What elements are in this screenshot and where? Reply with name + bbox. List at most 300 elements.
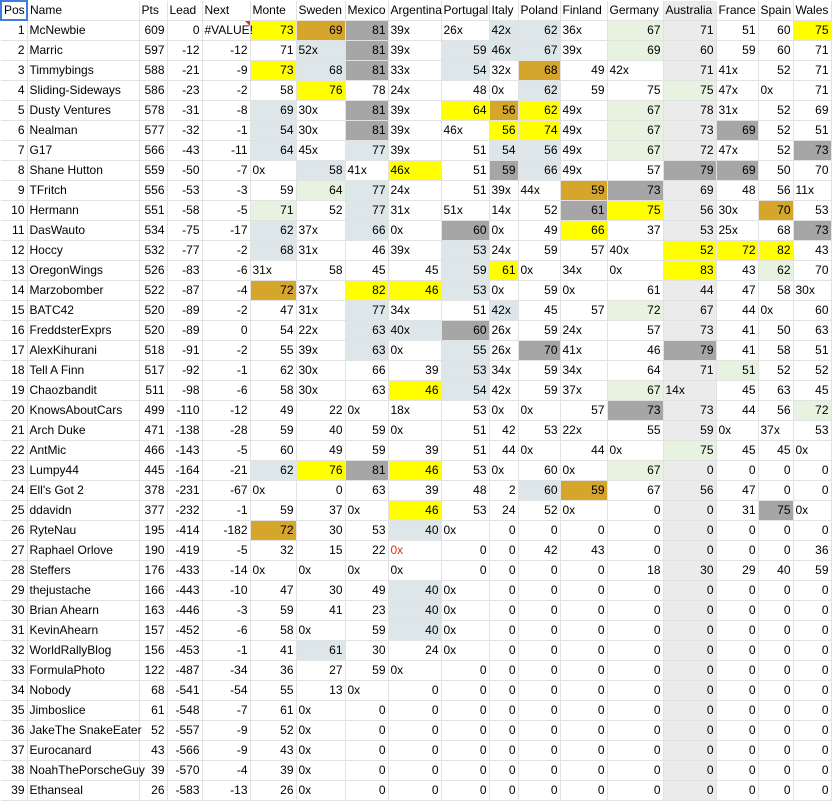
wales-cell[interactable]: 0 [793, 520, 831, 540]
header-italy[interactable]: Italy [489, 1, 518, 20]
france-cell[interactable]: 0 [716, 580, 758, 600]
poland-cell[interactable]: 0 [518, 600, 560, 620]
name-cell[interactable]: DasWauto [27, 220, 139, 240]
poland-cell[interactable]: 59 [518, 360, 560, 380]
portugal-cell[interactable]: 0 [441, 760, 489, 780]
finland-cell[interactable]: 0 [560, 700, 607, 720]
pos-cell[interactable]: 32 [1, 640, 27, 660]
australia-cell[interactable]: 73 [663, 400, 716, 420]
germany-cell[interactable]: 73 [607, 180, 663, 200]
finland-cell[interactable]: 0 [560, 560, 607, 580]
name-cell[interactable]: TFritch [27, 180, 139, 200]
sweden-cell[interactable]: 0x [296, 760, 345, 780]
italy-cell[interactable]: 0 [489, 540, 518, 560]
monte-cell[interactable]: 58 [250, 620, 296, 640]
poland-cell[interactable]: 0 [518, 560, 560, 580]
italy-cell[interactable]: 26x [489, 340, 518, 360]
portugal-cell[interactable]: 59 [441, 260, 489, 280]
lead-cell[interactable]: -31 [167, 100, 202, 120]
lead-cell[interactable]: -487 [167, 660, 202, 680]
poland-cell[interactable]: 52 [518, 200, 560, 220]
spain-cell[interactable]: 56 [758, 400, 793, 420]
pts-cell[interactable]: 517 [139, 360, 167, 380]
argentina-cell[interactable]: 0x [388, 540, 441, 560]
monte-cell[interactable]: 55 [250, 340, 296, 360]
italy-cell[interactable]: 0 [489, 660, 518, 680]
spain-cell[interactable]: 37x [758, 420, 793, 440]
germany-cell[interactable]: 57 [607, 160, 663, 180]
name-cell[interactable]: Arch Duke [27, 420, 139, 440]
finland-cell[interactable]: 49 [560, 60, 607, 80]
pos-cell[interactable]: 9 [1, 180, 27, 200]
poland-cell[interactable]: 42 [518, 540, 560, 560]
australia-cell[interactable]: 71 [663, 60, 716, 80]
wales-cell[interactable]: 0 [793, 660, 831, 680]
spain-cell[interactable]: 68 [758, 220, 793, 240]
portugal-cell[interactable]: 46x [441, 120, 489, 140]
portugal-cell[interactable]: 0x [441, 520, 489, 540]
france-cell[interactable]: 0 [716, 520, 758, 540]
france-cell[interactable]: 0 [716, 460, 758, 480]
header-wales[interactable]: Wales [793, 1, 831, 20]
next-cell[interactable]: -9 [202, 740, 250, 760]
next-cell[interactable]: -9 [202, 60, 250, 80]
spain-cell[interactable]: 45 [758, 440, 793, 460]
portugal-cell[interactable]: 53 [441, 460, 489, 480]
wales-cell[interactable]: 0 [793, 780, 831, 800]
lead-cell[interactable]: -77 [167, 240, 202, 260]
germany-cell[interactable]: 67 [607, 460, 663, 480]
monte-cell[interactable]: 72 [250, 280, 296, 300]
next-cell[interactable]: -12 [202, 40, 250, 60]
pts-cell[interactable]: 499 [139, 400, 167, 420]
finland-cell[interactable]: 0 [560, 640, 607, 660]
germany-cell[interactable]: 57 [607, 320, 663, 340]
italy-cell[interactable]: 0 [489, 720, 518, 740]
next-cell[interactable]: -3 [202, 600, 250, 620]
finland-cell[interactable]: 0 [560, 780, 607, 800]
france-cell[interactable]: 0 [716, 760, 758, 780]
lead-cell[interactable]: -231 [167, 480, 202, 500]
poland-cell[interactable]: 0 [518, 660, 560, 680]
poland-cell[interactable]: 56 [518, 140, 560, 160]
header-portugal[interactable]: Portugal [441, 1, 489, 20]
monte-cell[interactable]: 39 [250, 760, 296, 780]
pts-cell[interactable]: 522 [139, 280, 167, 300]
pts-cell[interactable]: 471 [139, 420, 167, 440]
italy-cell[interactable]: 0 [489, 780, 518, 800]
poland-cell[interactable]: 0 [518, 780, 560, 800]
australia-cell[interactable]: 75 [663, 80, 716, 100]
mexico-cell[interactable]: 23 [345, 600, 388, 620]
name-cell[interactable]: AlexKihurani [27, 340, 139, 360]
finland-cell[interactable]: 22x [560, 420, 607, 440]
sweden-cell[interactable]: 30x [296, 380, 345, 400]
header-lead[interactable]: Lead [167, 1, 202, 20]
spain-cell[interactable]: 52 [758, 100, 793, 120]
pos-cell[interactable]: 33 [1, 660, 27, 680]
finland-cell[interactable]: 61 [560, 200, 607, 220]
mexico-cell[interactable]: 81 [345, 40, 388, 60]
lead-cell[interactable]: -98 [167, 380, 202, 400]
spain-cell[interactable]: 50 [758, 320, 793, 340]
germany-cell[interactable]: 67 [607, 380, 663, 400]
poland-cell[interactable]: 59 [518, 280, 560, 300]
lead-cell[interactable]: -583 [167, 780, 202, 800]
australia-cell[interactable]: 73 [663, 320, 716, 340]
germany-cell[interactable]: 0 [607, 700, 663, 720]
germany-cell[interactable]: 67 [607, 140, 663, 160]
germany-cell[interactable]: 0 [607, 780, 663, 800]
lead-cell[interactable]: -83 [167, 260, 202, 280]
sweden-cell[interactable]: 31x [296, 240, 345, 260]
poland-cell[interactable]: 52 [518, 500, 560, 520]
wales-cell[interactable]: 51 [793, 120, 831, 140]
finland-cell[interactable]: 36x [560, 20, 607, 40]
portugal-cell[interactable]: 55 [441, 340, 489, 360]
france-cell[interactable]: 41 [716, 320, 758, 340]
next-cell[interactable]: -14 [202, 560, 250, 580]
poland-cell[interactable]: 0 [518, 680, 560, 700]
pos-cell[interactable]: 20 [1, 400, 27, 420]
monte-cell[interactable]: 0x [250, 480, 296, 500]
italy-cell[interactable]: 0 [489, 600, 518, 620]
portugal-cell[interactable]: 48 [441, 480, 489, 500]
next-cell[interactable]: -10 [202, 580, 250, 600]
mexico-cell[interactable]: 82 [345, 280, 388, 300]
mexico-cell[interactable]: 59 [345, 420, 388, 440]
mexico-cell[interactable]: 63 [345, 340, 388, 360]
header-finland[interactable]: Finland [560, 1, 607, 20]
argentina-cell[interactable]: 39x [388, 40, 441, 60]
france-cell[interactable]: 0 [716, 700, 758, 720]
monte-cell[interactable]: 59 [250, 600, 296, 620]
italy-cell[interactable]: 42x [489, 20, 518, 40]
poland-cell[interactable]: 0x [518, 400, 560, 420]
poland-cell[interactable]: 0x [518, 440, 560, 460]
italy-cell[interactable]: 0 [489, 620, 518, 640]
lead-cell[interactable]: -570 [167, 760, 202, 780]
lead-cell[interactable]: -443 [167, 580, 202, 600]
poland-cell[interactable]: 60 [518, 460, 560, 480]
name-cell[interactable]: WorldRallyBlog [27, 640, 139, 660]
name-cell[interactable]: Timmybings [27, 60, 139, 80]
pts-cell[interactable]: 559 [139, 160, 167, 180]
portugal-cell[interactable]: 53 [441, 240, 489, 260]
argentina-cell[interactable]: 40x [388, 320, 441, 340]
portugal-cell[interactable]: 54 [441, 380, 489, 400]
poland-cell[interactable]: 0 [518, 520, 560, 540]
name-cell[interactable]: Shane Hutton [27, 160, 139, 180]
monte-cell[interactable]: 36 [250, 660, 296, 680]
argentina-cell[interactable]: 39 [388, 480, 441, 500]
pts-cell[interactable]: 609 [139, 20, 167, 40]
next-cell[interactable]: -4 [202, 760, 250, 780]
monte-cell[interactable]: 32 [250, 540, 296, 560]
sweden-cell[interactable]: 37x [296, 280, 345, 300]
pts-cell[interactable]: 518 [139, 340, 167, 360]
italy-cell[interactable]: 24 [489, 500, 518, 520]
finland-cell[interactable]: 0x [560, 500, 607, 520]
mexico-cell[interactable]: 77 [345, 300, 388, 320]
lead-cell[interactable]: 0 [167, 20, 202, 40]
germany-cell[interactable]: 67 [607, 120, 663, 140]
argentina-cell[interactable]: 39 [388, 360, 441, 380]
wales-cell[interactable]: 53 [793, 420, 831, 440]
germany-cell[interactable]: 67 [607, 20, 663, 40]
germany-cell[interactable]: 75 [607, 200, 663, 220]
mexico-cell[interactable]: 66 [345, 220, 388, 240]
name-cell[interactable]: BATC42 [27, 300, 139, 320]
italy-cell[interactable]: 44 [489, 440, 518, 460]
pts-cell[interactable]: 122 [139, 660, 167, 680]
monte-cell[interactable]: 31x [250, 260, 296, 280]
pts-cell[interactable]: 377 [139, 500, 167, 520]
portugal-cell[interactable]: 0 [441, 540, 489, 560]
monte-cell[interactable]: 64 [250, 140, 296, 160]
mexico-cell[interactable]: 0x [345, 500, 388, 520]
pos-cell[interactable]: 1 [1, 20, 27, 40]
sweden-cell[interactable]: 30x [296, 120, 345, 140]
mexico-cell[interactable]: 77 [345, 140, 388, 160]
finland-cell[interactable]: 59 [560, 180, 607, 200]
portugal-cell[interactable]: 51 [441, 180, 489, 200]
pos-cell[interactable]: 39 [1, 780, 27, 800]
header-name[interactable]: Name [27, 1, 139, 20]
sweden-cell[interactable]: 0x [296, 560, 345, 580]
name-cell[interactable]: Ethanseal [27, 780, 139, 800]
next-cell[interactable]: -34 [202, 660, 250, 680]
lead-cell[interactable]: -58 [167, 200, 202, 220]
italy-cell[interactable]: 0 [489, 520, 518, 540]
portugal-cell[interactable]: 64 [441, 100, 489, 120]
france-cell[interactable]: 0 [716, 620, 758, 640]
sweden-cell[interactable]: 49 [296, 440, 345, 460]
sweden-cell[interactable]: 30 [296, 520, 345, 540]
mexico-cell[interactable]: 41x [345, 160, 388, 180]
lead-cell[interactable]: -50 [167, 160, 202, 180]
poland-cell[interactable]: 62 [518, 100, 560, 120]
pos-cell[interactable]: 38 [1, 760, 27, 780]
pts-cell[interactable]: 52 [139, 720, 167, 740]
pos-cell[interactable]: 21 [1, 420, 27, 440]
name-cell[interactable]: FreddsterExprs [27, 320, 139, 340]
spain-cell[interactable]: 0 [758, 720, 793, 740]
germany-cell[interactable]: 0 [607, 740, 663, 760]
sweden-cell[interactable]: 68 [296, 60, 345, 80]
monte-cell[interactable]: 0x [250, 160, 296, 180]
mexico-cell[interactable]: 81 [345, 60, 388, 80]
portugal-cell[interactable]: 53 [441, 360, 489, 380]
name-cell[interactable]: NoahThePorscheGuy [27, 760, 139, 780]
spain-cell[interactable]: 60 [758, 40, 793, 60]
argentina-cell[interactable]: 40 [388, 520, 441, 540]
header-france[interactable]: France [716, 1, 758, 20]
germany-cell[interactable]: 61 [607, 280, 663, 300]
next-cell[interactable]: -67 [202, 480, 250, 500]
sweden-cell[interactable]: 58 [296, 160, 345, 180]
argentina-cell[interactable]: 33x [388, 60, 441, 80]
monte-cell[interactable]: 71 [250, 200, 296, 220]
name-cell[interactable]: Marric [27, 40, 139, 60]
pts-cell[interactable]: 534 [139, 220, 167, 240]
italy-cell[interactable]: 46x [489, 40, 518, 60]
name-cell[interactable]: Tell A Finn [27, 360, 139, 380]
pts-cell[interactable]: 520 [139, 300, 167, 320]
spain-cell[interactable]: 0 [758, 660, 793, 680]
spain-cell[interactable]: 52 [758, 60, 793, 80]
italy-cell[interactable]: 0 [489, 680, 518, 700]
mexico-cell[interactable]: 0 [345, 760, 388, 780]
portugal-cell[interactable]: 0 [441, 680, 489, 700]
wales-cell[interactable]: 0x [793, 440, 831, 460]
mexico-cell[interactable]: 0x [345, 400, 388, 420]
france-cell[interactable]: 44 [716, 400, 758, 420]
germany-cell[interactable]: 46 [607, 340, 663, 360]
australia-cell[interactable]: 67 [663, 300, 716, 320]
name-cell[interactable]: Marzobomber [27, 280, 139, 300]
australia-cell[interactable]: 30 [663, 560, 716, 580]
italy-cell[interactable]: 39x [489, 180, 518, 200]
argentina-cell[interactable]: 0x [388, 420, 441, 440]
finland-cell[interactable]: 34x [560, 260, 607, 280]
lead-cell[interactable]: -21 [167, 60, 202, 80]
wales-cell[interactable]: 0 [793, 580, 831, 600]
monte-cell[interactable]: 47 [250, 300, 296, 320]
portugal-cell[interactable]: 60 [441, 320, 489, 340]
sweden-cell[interactable]: 64 [296, 180, 345, 200]
pts-cell[interactable]: 195 [139, 520, 167, 540]
germany-cell[interactable]: 0x [607, 260, 663, 280]
wales-cell[interactable]: 0 [793, 480, 831, 500]
finland-cell[interactable]: 0 [560, 580, 607, 600]
finland-cell[interactable]: 37x [560, 380, 607, 400]
lead-cell[interactable]: -23 [167, 80, 202, 100]
spain-cell[interactable]: 0 [758, 520, 793, 540]
argentina-cell[interactable]: 24x [388, 80, 441, 100]
lead-cell[interactable]: -414 [167, 520, 202, 540]
name-cell[interactable]: Nealman [27, 120, 139, 140]
spain-cell[interactable]: 0x [758, 300, 793, 320]
spain-cell[interactable]: 0 [758, 760, 793, 780]
france-cell[interactable]: 31x [716, 100, 758, 120]
wales-cell[interactable]: 36 [793, 540, 831, 560]
pts-cell[interactable]: 566 [139, 140, 167, 160]
spain-cell[interactable]: 0 [758, 460, 793, 480]
finland-cell[interactable]: 34x [560, 360, 607, 380]
pos-cell[interactable]: 36 [1, 720, 27, 740]
germany-cell[interactable]: 72 [607, 300, 663, 320]
sweden-cell[interactable]: 22 [296, 400, 345, 420]
australia-cell[interactable]: 0 [663, 760, 716, 780]
portugal-cell[interactable]: 51x [441, 200, 489, 220]
portugal-cell[interactable]: 51 [441, 420, 489, 440]
pts-cell[interactable]: 520 [139, 320, 167, 340]
wales-cell[interactable]: 0 [793, 680, 831, 700]
argentina-cell[interactable]: 46 [388, 380, 441, 400]
pos-cell[interactable]: 4 [1, 80, 27, 100]
italy-cell[interactable]: 0 [489, 560, 518, 580]
italy-cell[interactable]: 56 [489, 100, 518, 120]
argentina-cell[interactable]: 0 [388, 700, 441, 720]
france-cell[interactable]: 31 [716, 500, 758, 520]
argentina-cell[interactable]: 46x [388, 160, 441, 180]
australia-cell[interactable]: 60 [663, 40, 716, 60]
australia-cell[interactable]: 53 [663, 220, 716, 240]
mexico-cell[interactable]: 46 [345, 240, 388, 260]
finland-cell[interactable]: 49x [560, 160, 607, 180]
lead-cell[interactable]: -566 [167, 740, 202, 760]
pts-cell[interactable]: 43 [139, 740, 167, 760]
finland-cell[interactable]: 59 [560, 80, 607, 100]
name-cell[interactable]: G17 [27, 140, 139, 160]
germany-cell[interactable]: 0 [607, 580, 663, 600]
australia-cell[interactable]: 0 [663, 540, 716, 560]
spain-cell[interactable]: 0 [758, 640, 793, 660]
australia-cell[interactable]: 0 [663, 520, 716, 540]
pos-cell[interactable]: 28 [1, 560, 27, 580]
argentina-cell[interactable]: 0 [388, 740, 441, 760]
wales-cell[interactable]: 69 [793, 100, 831, 120]
header-pos[interactable]: Pos [1, 1, 27, 20]
next-cell[interactable]: -2 [202, 240, 250, 260]
italy-cell[interactable]: 0 [489, 760, 518, 780]
pts-cell[interactable]: 556 [139, 180, 167, 200]
france-cell[interactable]: 30x [716, 200, 758, 220]
monte-cell[interactable]: 49 [250, 400, 296, 420]
poland-cell[interactable]: 68 [518, 60, 560, 80]
next-cell[interactable]: -11 [202, 140, 250, 160]
portugal-cell[interactable]: 60 [441, 220, 489, 240]
pts-cell[interactable]: 176 [139, 560, 167, 580]
germany-cell[interactable]: 0 [607, 720, 663, 740]
spain-cell[interactable]: 0 [758, 480, 793, 500]
wales-cell[interactable]: 0 [793, 620, 831, 640]
germany-cell[interactable]: 0 [607, 600, 663, 620]
pts-cell[interactable]: 163 [139, 600, 167, 620]
name-cell[interactable]: JakeThe SnakeEater [27, 720, 139, 740]
mexico-cell[interactable]: 81 [345, 20, 388, 40]
spain-cell[interactable]: 58 [758, 340, 793, 360]
name-cell[interactable]: ddavidn [27, 500, 139, 520]
portugal-cell[interactable]: 0x [441, 620, 489, 640]
mexico-cell[interactable]: 49 [345, 580, 388, 600]
next-cell[interactable]: -1 [202, 120, 250, 140]
next-cell[interactable]: -6 [202, 620, 250, 640]
portugal-cell[interactable]: 48 [441, 80, 489, 100]
monte-cell[interactable]: 54 [250, 320, 296, 340]
pos-cell[interactable]: 11 [1, 220, 27, 240]
monte-cell[interactable]: 68 [250, 240, 296, 260]
germany-cell[interactable]: 73 [607, 400, 663, 420]
wales-cell[interactable]: 45 [793, 380, 831, 400]
pts-cell[interactable]: 586 [139, 80, 167, 100]
mexico-cell[interactable]: 22 [345, 540, 388, 560]
france-cell[interactable]: 48 [716, 180, 758, 200]
pos-cell[interactable]: 12 [1, 240, 27, 260]
poland-cell[interactable]: 44x [518, 180, 560, 200]
next-cell[interactable]: -6 [202, 260, 250, 280]
finland-cell[interactable]: 0 [560, 720, 607, 740]
portugal-cell[interactable]: 51 [441, 300, 489, 320]
next-cell[interactable]: -28 [202, 420, 250, 440]
argentina-cell[interactable]: 40 [388, 600, 441, 620]
australia-cell[interactable]: 0 [663, 500, 716, 520]
france-cell[interactable]: 0 [716, 540, 758, 560]
name-cell[interactable]: Raphael Orlove [27, 540, 139, 560]
mexico-cell[interactable]: 59 [345, 440, 388, 460]
poland-cell[interactable]: 53 [518, 420, 560, 440]
